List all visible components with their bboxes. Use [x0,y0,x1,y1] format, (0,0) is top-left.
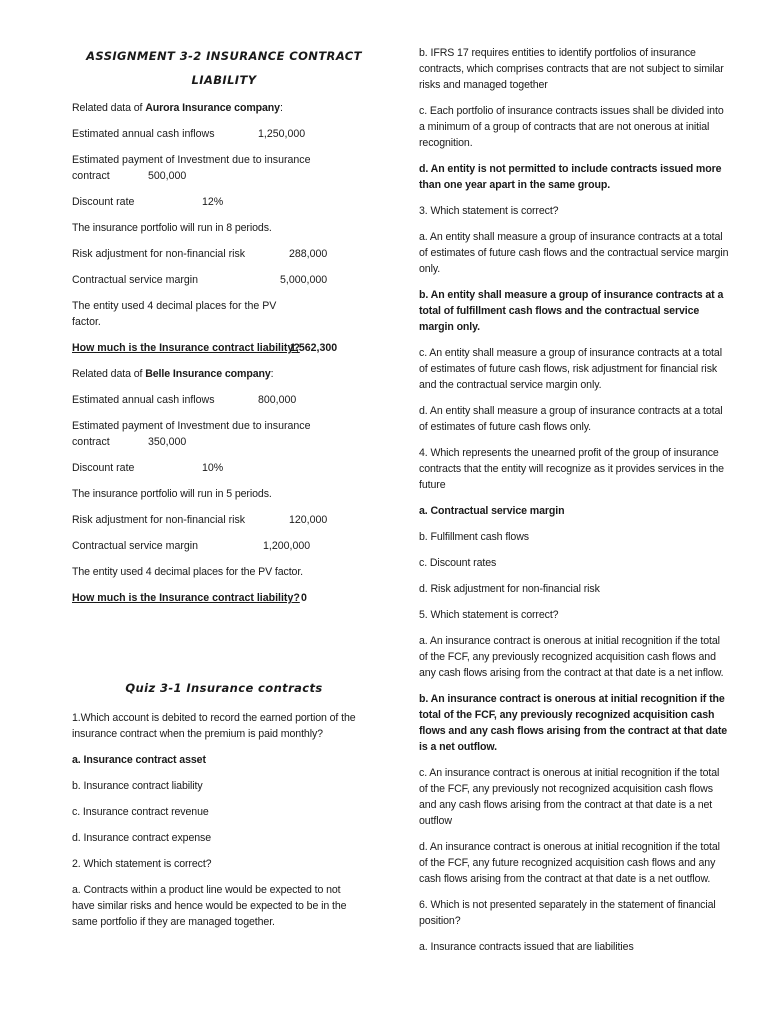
q1-option-b: b. Insurance contract liability [72,780,203,792]
label-line2: contract [72,436,110,448]
value: 1,200,000 [263,540,311,552]
q5-option-c: c. An insurance contract is onerous at initial recognition if the total of the FCF, any previously not recognized acquisition cash flows and any cash flows arising from the contract at that date is a net outflow [419,767,720,827]
q3-text: 3. Which statement is correct? [419,205,559,217]
aurora-investment [72,152,362,184]
q3-option-d: d. An entity shall measure a group of insurance contracts at a total of estimates of future cash flows only. [419,405,723,433]
value: 12% [202,196,224,208]
assignment-title-line1: ASSIGNMENT 3-2 INSURANCE CONTRACT [86,49,362,63]
label: Estimated annual cash inflows [72,394,215,406]
q1-text: 1.Which account is debited to record the earned portion of the insurance contract when the premium is paid monthly? [72,712,356,740]
belle-investment [72,418,362,450]
intro-prefix: Related data of [72,368,146,380]
q6-option-a: a. Insurance contracts issued that are liabilities [419,941,634,953]
intro-suffix: : [270,368,274,380]
aurora-periods: The insurance portfolio will run in 8 periods. [72,222,272,234]
q1-option-c: c. Insurance contract revenue [72,806,209,818]
belle-question [72,590,362,606]
aurora-question [72,340,362,356]
assignment-title-line2: LIABILITY [191,73,257,87]
question: How much is the Insurance contract liability? [72,342,300,354]
value: 120,000 [289,514,328,526]
aurora-section [72,100,362,616]
belle-intro [72,366,362,382]
value: 10% [202,462,224,474]
line1: The entity used 4 decimal places for the PV [72,300,277,312]
q5-option-b: b. An insurance contract is onerous at initial recognition if the total of the FCF, any previously recognized acquisition cash flows and any cash flows arising from the contract at that date is a net outflow. [419,693,728,753]
label: Discount rate [72,196,135,208]
value: 500,000 [148,170,187,182]
q2-text: 2. Which statement is correct? [72,858,212,870]
q5-text: 5. Which statement is correct? [419,609,559,621]
company-name: Belle Insurance company [145,368,271,380]
belle-periods: The insurance portfolio will run in 5 periods. [72,488,272,500]
label: Contractual service margin [72,540,198,552]
answer: 0 [301,592,307,604]
aurora-intro [72,100,362,116]
quiz-title: Quiz 3-1 Insurance contracts [125,681,323,695]
q2-option-b: b. IFRS 17 requires entities to identify portfolios of insurance contracts, which comprises contracts that are not subject to similar risks and managed together [419,47,724,91]
q5-option-a: a. An insurance contract is onerous at initial recognition if the total of the FCF, any previously recognized acquisition cash flows and any cash flows arising from the contract at that date is a net inflow. [419,635,724,679]
q2-option-c: c. Each portfolio of insurance contracts issues shall be divided into a minimum of a group of contracts that are not onerous at initial recognition. [419,105,724,149]
q4-text: 4. Which represents the unearned profit of the group of insurance contracts that the entity will recognize as it provides services in the future [419,447,724,491]
label-line2: contract [72,170,110,182]
label: Risk adjustment for non-financial risk [72,514,246,526]
aurora-decimals [72,298,362,330]
aurora-discount-rate [72,194,362,210]
q4-option-d: d. Risk adjustment for non-financial risk [419,583,600,595]
label: Estimated annual cash inflows [72,128,215,140]
label-line1: Estimated payment of Investment due to insurance [72,420,311,432]
q1-option-d: d. Insurance contract expense [72,832,212,844]
question: How much is the Insurance contract liability? [72,592,300,604]
belle-discount-rate [72,460,362,476]
value: 800,000 [258,394,297,406]
value: 350,000 [148,436,187,448]
q3-option-a: a. An entity shall measure a group of insurance contracts at a total of estimates of future cash flows and the contractual service margin only. [419,231,729,275]
quiz-right-section [419,45,729,965]
q1-option-a: a. Insurance contract asset [72,754,206,766]
q5-option-d: d. An insurance contract is onerous at initial recognition if the total of the FCF, any future recognized acquisition cash flows and any cash flows arising from the contract at that date is a net outflow. [419,841,720,885]
belle-cash-inflows [72,392,362,408]
q3-option-c: c. An entity shall measure a group of insurance contracts at a total of estimates of future cash flows, risk adjustment for financial risk and the contractual service margin only. [419,347,722,391]
q3-option-b: b. An entity shall measure a group of insurance contracts at a total of fulfillment cash flows and the contractual service margin only. [419,289,724,333]
q4-option-b: b. Fulfillment cash flows [419,531,529,543]
value: 5,000,000 [280,274,328,286]
answer: 1,562,300 [290,342,338,354]
value: 288,000 [289,248,328,260]
label: Risk adjustment for non-financial risk [72,248,246,260]
belle-csm [72,538,362,554]
q4-option-c: c. Discount rates [419,557,497,569]
q2-option-a: a. Contracts within a product line would be expected to not have similar risks and hence would be expected to be in the same portfolio if they are managed together. [72,884,347,928]
line2: factor. [72,316,101,328]
value: 1,250,000 [258,128,306,140]
label: Discount rate [72,462,135,474]
quiz-left-section [72,710,362,940]
aurora-csm [72,272,362,288]
q6-text: 6. Which is not presented separately in the statement of financial position? [419,899,716,927]
company-name: Aurora Insurance company [145,102,280,114]
intro-prefix: Related data of [72,102,146,114]
q4-option-a: a. Contractual service margin [419,505,565,517]
label-line1: Estimated payment of Investment due to insurance [72,154,311,166]
aurora-risk-adjustment [72,246,362,262]
belle-decimals: The entity used 4 decimal places for the PV factor. [72,566,304,578]
q2-option-d: d. An entity is not permitted to include contracts issued more than one year apart in the same group. [419,163,722,191]
label: Contractual service margin [72,274,198,286]
aurora-cash-inflows [72,126,362,142]
belle-risk-adjustment [72,512,362,528]
intro-suffix: : [279,102,283,114]
